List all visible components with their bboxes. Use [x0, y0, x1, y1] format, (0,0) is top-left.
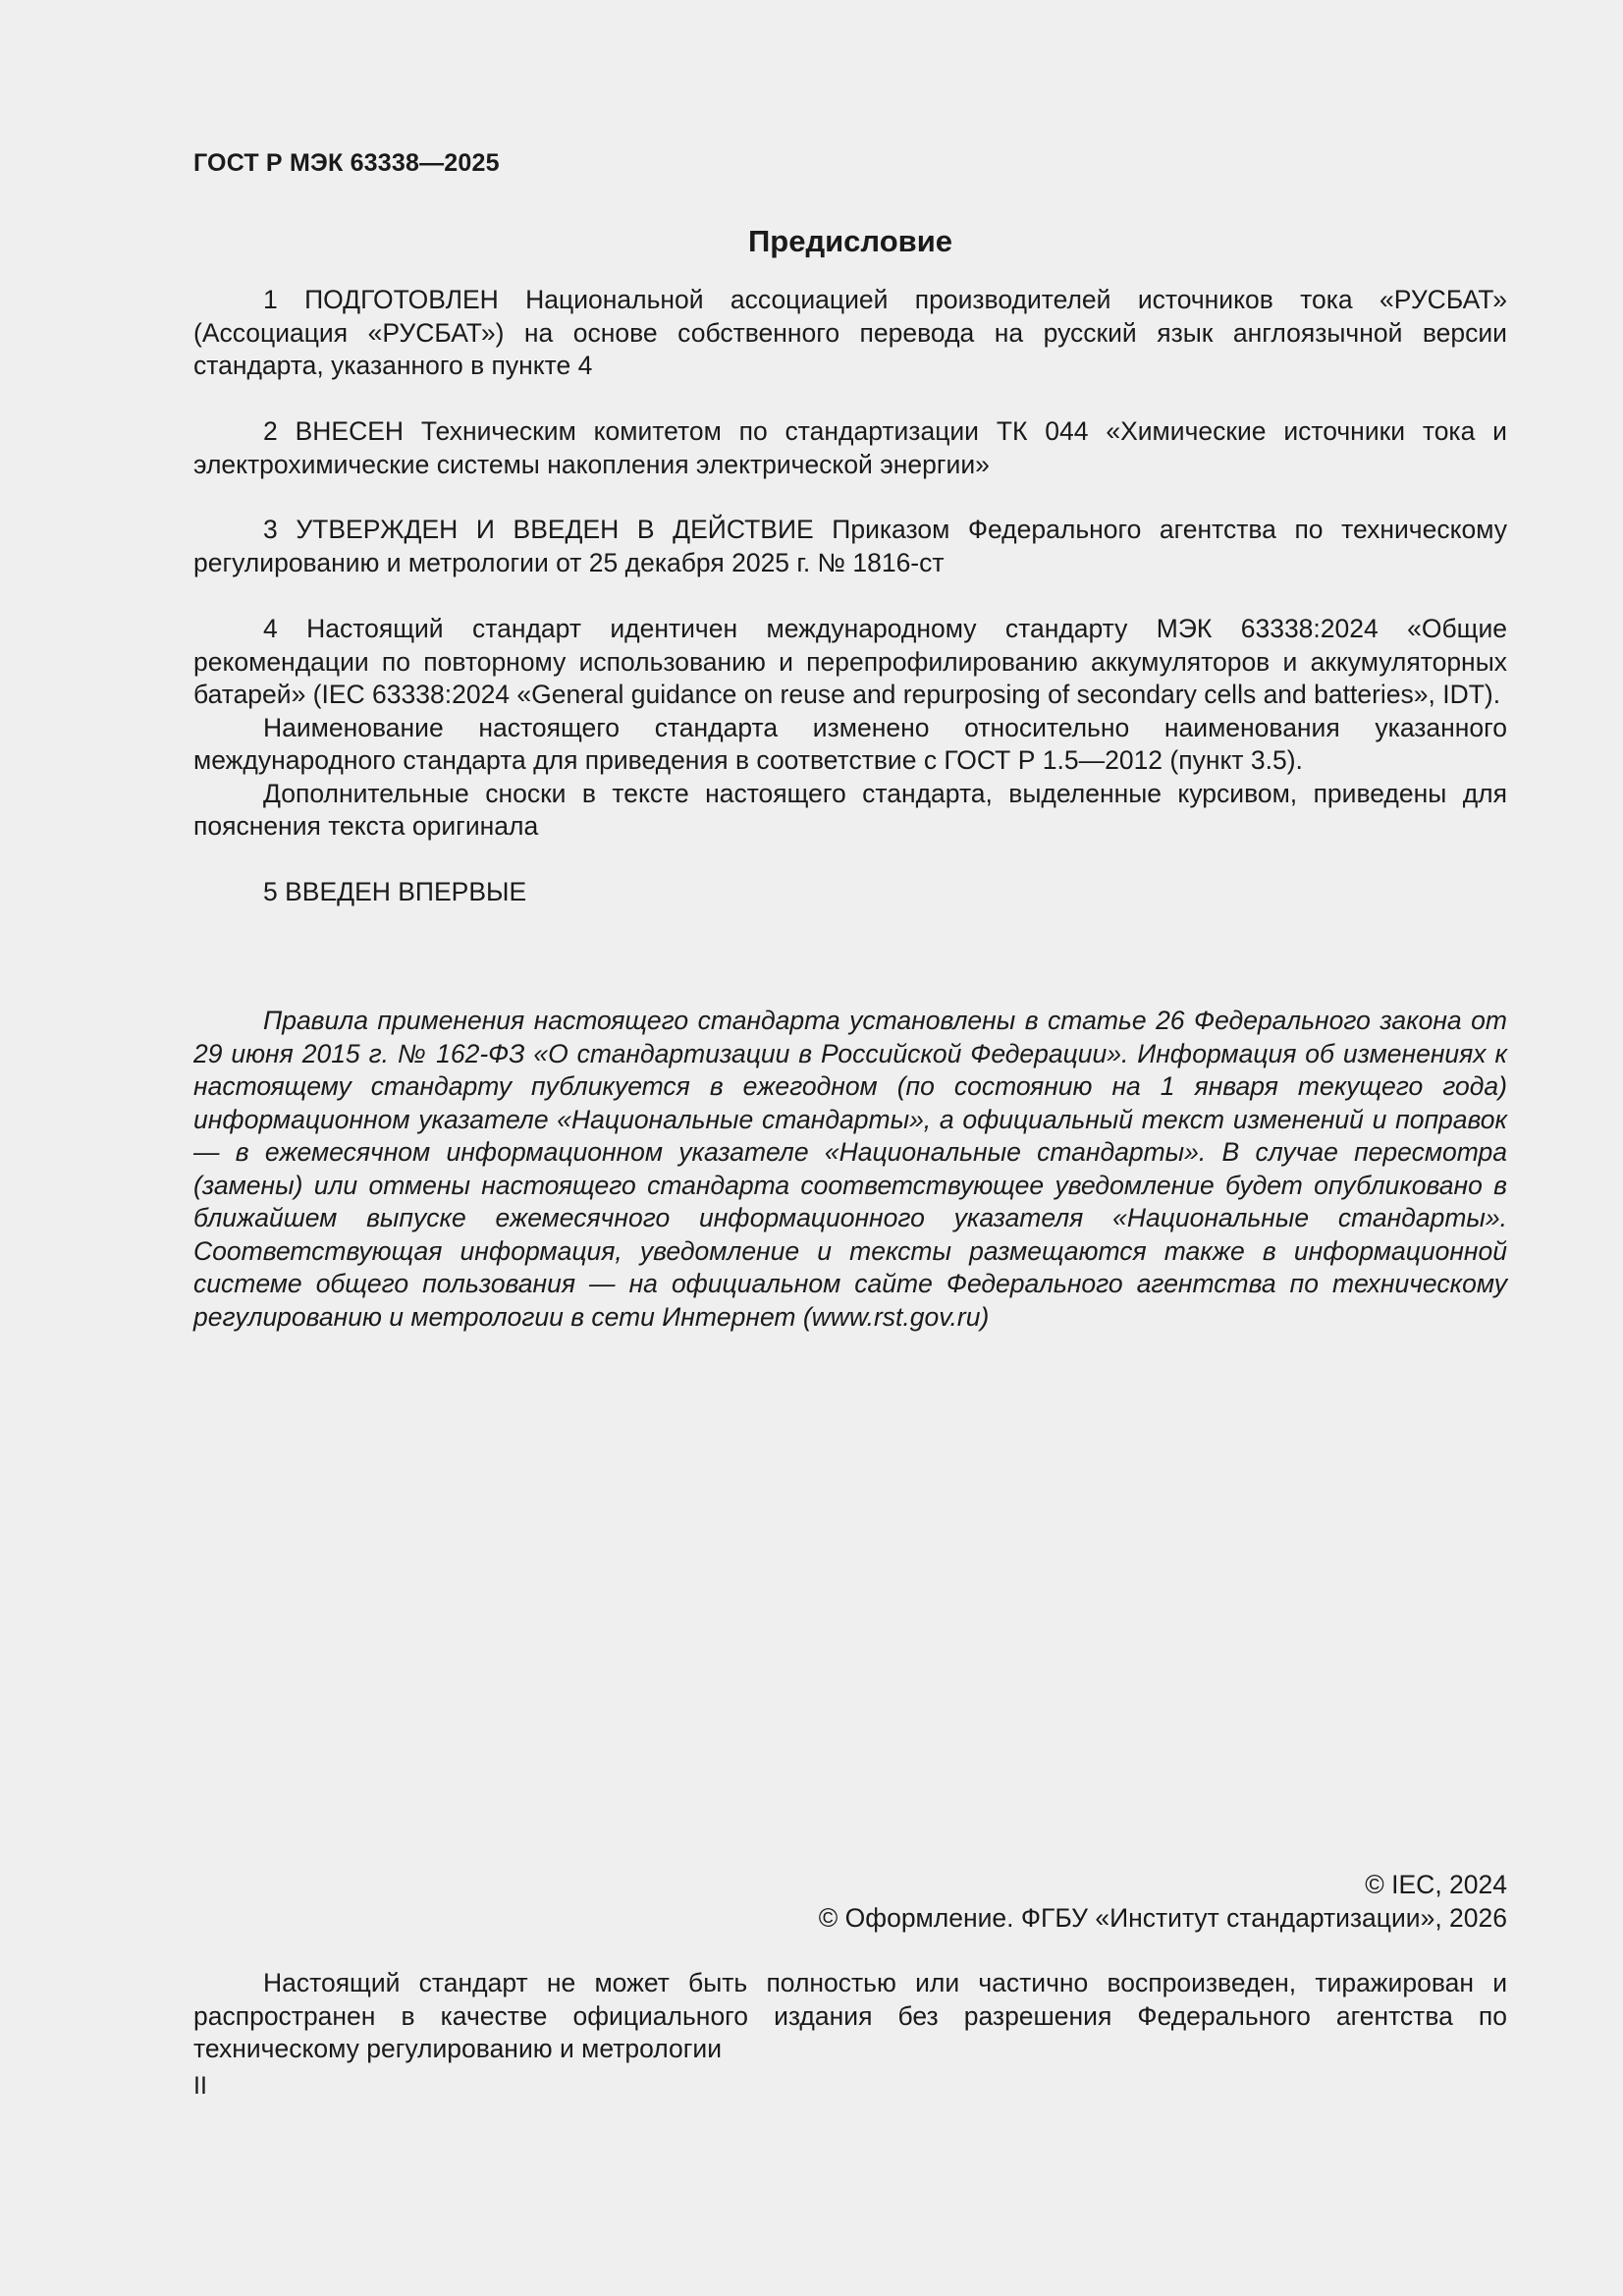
copyright-block — [193, 1868, 1507, 1935]
copyright-iec: © IEC, 2024 — [1365, 1870, 1507, 1899]
foreword-item-5 — [193, 876, 1507, 909]
reproduction-notice — [193, 1967, 1507, 2066]
reproduction-notice-text: Настоящий стандарт не может быть полностью или частично воспроизведен, тиражирован и распространен в качестве официального издания без разрешения Федерального агентства по техническому регулированию и метрологии — [193, 1968, 1507, 2063]
foreword-item-3-text: 3 УТВЕРЖДЕН И ВВЕДЕН В ДЕЙСТВИЕ Приказом Федерального агентства по техническому регулированию и метрологии от 25 декабря 2025 г. № 1816-ст — [193, 515, 1507, 577]
rules-notice-text: Правила применения настоящего стандарта установлены в статье 26 Федерального закона от 29 июня 2015 г. № 162-ФЗ «О стандартизации в Российской Федерации». Информация об изменениях к настоящему стандарту публикуется в ежегодном (по состоянию на 1 января текущего года) информационном указателе «Национальные стандарты», а официальный текст изменений и поправок — в ежемесячном информационном указателе «Национальные стандарты». В случае пересмотра (замены) или отмены настоящего стандарта соответствующее уведомление будет опубликовано в ближайшем выпуске ежемесячного информационного указателя «Национальные стандарты». Соответствующая информация, уведомление и тексты размещаются также в информационной системе общего пользования — на официальном сайте Федерального агентства по техническому регулированию и метрологии в сети Интернет (www.rst.gov.ru) — [193, 1006, 1507, 1332]
copyright-design: © Оформление. ФГБУ «Институт стандартизации», 2026 — [818, 1903, 1507, 1933]
foreword-title: Предисловие — [747, 224, 952, 258]
foreword-item-2-text: 2 ВНЕСЕН Техническим комитетом по стандартизации ТК 044 «Химические источники тока и электрохимические системы накопления электрической энергии» — [193, 416, 1507, 479]
foreword-item-5-text: 5 ВВЕДЕН ВПЕРВЫЕ — [263, 877, 527, 906]
foreword-item-4-text: 4 Настоящий стандарт идентичен международному стандарту МЭК 63338:2024 «Общие рекомендации по повторному использованию и перепрофилированию аккумуляторов и аккумуляторных батарей» (IEC 63338:2024 «General guidance on reuse and repurposing of secondary cells and batteries», IDT). — [193, 614, 1507, 709]
foreword-item-1-text: 1 ПОДГОТОВЛЕН Национальной ассоциацией производителей источников тока «РУСБАТ» (Ассоциация «РУСБАТ») на основе собственного перевода на русский язык англоязычной версии стандарта, указанного в пункте 4 — [193, 285, 1507, 380]
standard-code: ГОСТ Р МЭК 63338—2025 — [193, 149, 500, 177]
foreword-item-3 — [193, 514, 1507, 579]
foreword-item-2 — [193, 415, 1507, 481]
foreword-item-4 — [193, 613, 1507, 844]
foreword-item-4-note-1: Наименование настоящего стандарта изменено относительно наименования указанного международного стандарта для приведения в соответствие с ГОСТ Р 1.5—2012 (пункт 3.5). — [193, 712, 1507, 775]
page-number: II — [193, 2072, 207, 2100]
rules-notice — [193, 1005, 1507, 1334]
foreword-item-1 — [193, 284, 1507, 383]
foreword-item-4-note-2: Дополнительные сноски в тексте настоящего стандарта, выделенные курсивом, приведены для пояснения текста оригинала — [193, 778, 1507, 841]
